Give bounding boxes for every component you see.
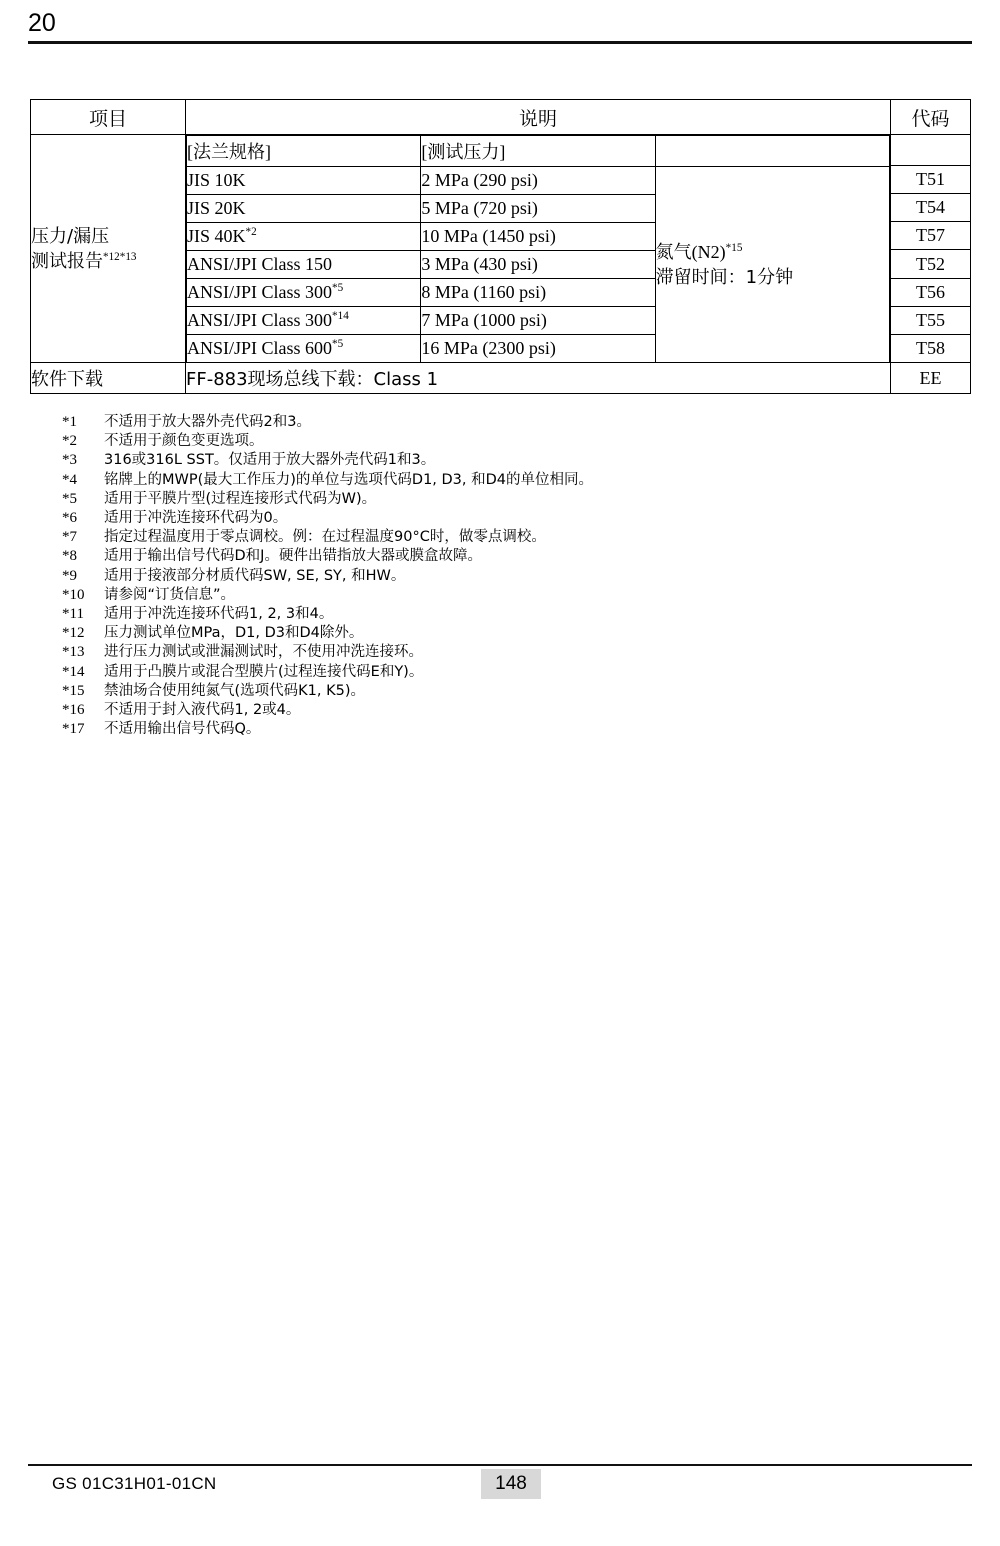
flange-name: ANSI/JPI Class 300$^{*5}$	[187, 279, 421, 307]
footnote-marker: *8	[62, 548, 77, 565]
footnote-marker: *16	[62, 702, 85, 719]
test-pressure-value: 3 MPa (430 psi)	[421, 251, 655, 279]
footnote-item	[62, 490, 962, 509]
footnote-item	[62, 509, 962, 528]
footnote-text: 适用于冲洗连接环代码1, 2, 3和4。	[104, 606, 334, 623]
footnote-marker: *13	[62, 644, 85, 661]
footnote-marker: *12	[62, 625, 85, 642]
footnote-marker: *11	[62, 606, 84, 623]
footnote-marker: *4	[62, 471, 77, 488]
footnote-item	[62, 432, 962, 451]
footnote-marker: *15	[62, 682, 85, 699]
section-number: 20	[28, 9, 56, 37]
footnote-marker: *14	[62, 663, 85, 680]
code-cell: T54	[891, 194, 971, 222]
header-divider	[28, 41, 972, 44]
footnote-text: 不适用于放大器外壳代码2和3。	[104, 414, 311, 430]
item-pressure-test-footnote-ref: *12*13	[103, 250, 137, 263]
footnote-item	[62, 547, 962, 566]
code-cell: T51	[891, 166, 971, 194]
footnote-text: 316或316L SST。仅适用于放大器外壳代码1和3。	[104, 452, 436, 469]
pressure-test-title-row	[187, 136, 890, 167]
footnote-item	[62, 605, 962, 624]
footnote-text: 不适用于封入液代码1, 2或4。	[104, 702, 301, 719]
footnote-text: 请参阅“订货信息”。	[104, 586, 236, 603]
footnote-text: 适用于输出信号代码D和J。硬件出错指放大器或膜盒故障。	[104, 548, 482, 565]
footnote-item	[62, 720, 962, 739]
footnote-item	[62, 643, 962, 662]
test-pressure-value: 10 MPa (1450 psi)	[421, 223, 655, 251]
code-software-download: EE	[891, 363, 971, 394]
test-hold-time: 滞留时间：1分钟	[655, 266, 794, 288]
page-number: 148	[481, 1469, 541, 1499]
footnote-marker: *10	[62, 586, 85, 603]
flange-name: ANSI/JPI Class 300$^{*14}$	[187, 307, 421, 335]
page-header	[28, 8, 972, 44]
test-pressure-title: [测试压力]	[421, 136, 655, 167]
footnote-text: 适用于接液部分材质代码SW, SE, SY, 和HW。	[104, 567, 406, 584]
flange-name: JIS 20K	[187, 195, 421, 223]
code-cell: T56	[891, 278, 971, 306]
footnote-item	[62, 663, 962, 682]
code-cell: T58	[891, 334, 971, 362]
footnote-marker: *7	[62, 529, 77, 546]
footnote-item	[62, 624, 962, 643]
footnote-marker: *2	[62, 433, 77, 450]
table-row-pressure-test	[31, 135, 971, 166]
column-header-item: 项目	[31, 100, 186, 135]
pressure-test-inner-table	[186, 135, 890, 362]
code-cell: T55	[891, 306, 971, 334]
table-row	[187, 167, 890, 195]
footnote-marker: *3	[62, 452, 77, 469]
footnote-item	[62, 528, 962, 547]
test-pressure-value: 7 MPa (1000 psi)	[421, 307, 655, 335]
footnote-text: 不适用输出信号代码Q。	[104, 721, 261, 738]
specification-table	[30, 99, 971, 394]
description-software-download: FF-883现场总线下载：Class 1	[186, 363, 891, 394]
footnote-item	[62, 451, 962, 470]
footer-divider	[28, 1464, 972, 1466]
footnote-marker: *6	[62, 510, 77, 527]
footnotes-list	[62, 413, 962, 739]
footnote-text: 适用于平膜片型(过程连接形式代码为W)。	[104, 490, 377, 507]
document-code: GS 01C31H01-01CN	[52, 1474, 217, 1493]
footnote-item	[62, 586, 962, 605]
footnote-marker: *17	[62, 721, 85, 738]
spec-table-container	[30, 99, 970, 394]
table-row-software-download	[31, 363, 971, 394]
footnote-text: 适用于冲洗连接环代码为0。	[104, 510, 288, 527]
test-pressure-value: 16 MPa (2300 psi)	[421, 335, 655, 363]
description-pressure-test	[186, 135, 891, 363]
test-pressure-value: 5 MPa (720 psi)	[421, 195, 655, 223]
item-pressure-test-line1: 压力/漏压	[31, 225, 110, 247]
footnote-marker: *9	[62, 567, 77, 584]
test-pressure-value: 8 MPa (1160 psi)	[421, 279, 655, 307]
footnote-marker: *1	[62, 414, 77, 430]
footnote-item	[62, 567, 962, 586]
item-software-download: 软件下载	[31, 363, 186, 394]
footnote-text: 适用于凸膜片或混合型膜片(过程连接代码E和Y)。	[104, 663, 424, 680]
test-pressure-value: 2 MPa (290 psi)	[421, 167, 655, 195]
footnote-item	[62, 701, 962, 720]
footnote-text: 压力测试单位MPa，D1, D3和D4除外。	[104, 625, 364, 642]
code-cell-empty	[891, 135, 971, 166]
footnote-text: 不适用于颜色变更选项。	[104, 433, 264, 450]
footnote-marker: *5	[62, 490, 77, 507]
flange-name: JIS $40K^{*2}$	[187, 223, 421, 251]
column-header-description: 说明	[186, 100, 891, 135]
footnote-text: 指定过程温度用于零点调校。例：在过程温度90°C时，做零点调校。	[104, 529, 546, 546]
flange-name: ANSI/JPI Class 150	[187, 251, 421, 279]
test-gas-name: 氮气$(N2)^{*15}$	[655, 241, 743, 262]
test-gas-info	[655, 167, 889, 363]
code-cell: T57	[891, 222, 971, 250]
flange-name: JIS 10K	[187, 167, 421, 195]
footnote-item	[62, 413, 962, 432]
item-pressure-test	[31, 135, 186, 363]
code-cell: T52	[891, 250, 971, 278]
footnote-text: 进行压力测试或泄漏测试时，不使用冲洗连接环。	[104, 644, 423, 661]
footnote-item	[62, 682, 962, 701]
item-pressure-test-line2: 测试报告	[31, 250, 103, 272]
table-header-row	[31, 100, 971, 135]
footnote-item	[62, 471, 962, 490]
footnote-text: 铭牌上的MWP(最大工作压力)的单位与选项代码D1, D3, 和D4的单位相同。	[104, 471, 594, 488]
flange-spec-title: [法兰规格]	[187, 136, 421, 167]
flange-name: ANSI/JPI Class 600$^{*5}$	[187, 335, 421, 363]
column-header-code: 代码	[891, 100, 971, 135]
footnote-text: 禁油场合使用纯氮气(选项代码K1, K5)。	[104, 682, 365, 699]
